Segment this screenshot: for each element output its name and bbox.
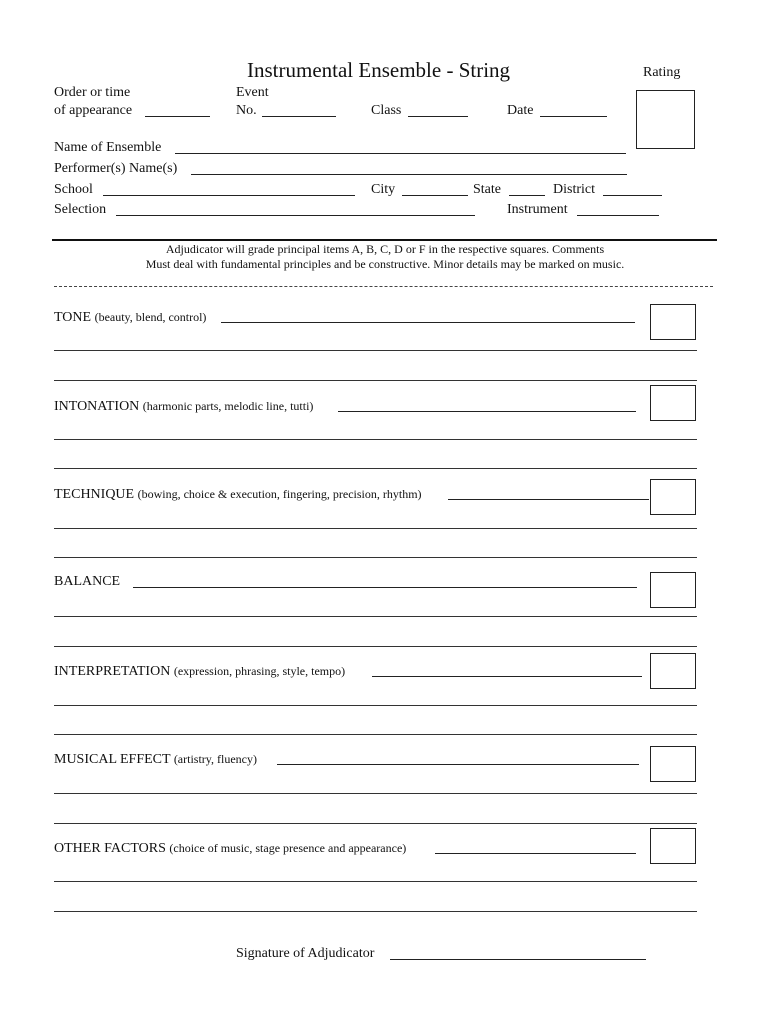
- tone-comment-field[interactable]: [221, 322, 635, 323]
- selection-label: Selection: [54, 202, 107, 217]
- rating-box[interactable]: [636, 90, 695, 149]
- state-label: State: [473, 182, 501, 197]
- criterion-intonation: [54, 398, 313, 415]
- intonation-comment-field[interactable]: [338, 411, 636, 412]
- musical-effect-comment-line: [54, 823, 697, 824]
- technique-comment-line: [54, 557, 697, 558]
- order-field[interactable]: [145, 116, 210, 117]
- ensemble-label: Name of Ensemble: [54, 140, 162, 155]
- rating-label: Rating: [643, 65, 681, 80]
- criterion-technique: [54, 486, 422, 503]
- instructions-dashed-rule: [54, 286, 713, 287]
- balance-comment-line: [54, 616, 697, 617]
- event-label-line1: Event: [236, 85, 269, 100]
- interpretation-comment-field[interactable]: [372, 676, 642, 677]
- date-field[interactable]: [540, 116, 607, 117]
- criterion-name: BALANCE: [54, 574, 121, 589]
- criterion-name: TECHNIQUE: [54, 487, 135, 502]
- city-field[interactable]: [402, 195, 468, 196]
- tone-grade-box[interactable]: [650, 304, 696, 340]
- criterion-description: (harmonic parts, melodic line, tutti): [142, 399, 314, 413]
- class-field[interactable]: [408, 116, 468, 117]
- criterion-description: (choice of music, stage presence and appearance): [169, 841, 407, 855]
- state-field[interactable]: [509, 195, 545, 196]
- class-label: Class: [371, 103, 402, 118]
- school-field[interactable]: [103, 195, 355, 196]
- header-divider: [52, 239, 717, 241]
- musical-effect-grade-box[interactable]: [650, 746, 696, 782]
- instrument-label: Instrument: [507, 202, 568, 217]
- criterion-musical-effect: [54, 751, 257, 768]
- intonation-comment-line: [54, 439, 697, 440]
- performers-field[interactable]: [191, 174, 627, 175]
- balance-comment-line: [54, 646, 697, 647]
- criterion-tone: [54, 309, 206, 326]
- order-label-line2: of appearance: [54, 103, 133, 118]
- school-label: School: [54, 182, 93, 197]
- signature-field[interactable]: [390, 959, 646, 960]
- district-label: District: [553, 182, 595, 197]
- other-factors-comment-line: [54, 881, 697, 882]
- event-number-field[interactable]: [262, 116, 336, 117]
- tone-comment-line: [54, 380, 697, 381]
- technique-grade-box[interactable]: [650, 479, 696, 515]
- performers-label: Performer(s) Name(s): [54, 161, 178, 176]
- technique-comment-line: [54, 528, 697, 529]
- balance-comment-field[interactable]: [133, 587, 637, 588]
- criterion-description: (bowing, choice & execution, fingering, precision, rhythm): [137, 487, 422, 501]
- criterion-name: INTONATION: [54, 399, 140, 414]
- criterion-description: (expression, phrasing, style, tempo): [173, 664, 346, 678]
- criterion-interpretation: [54, 663, 345, 680]
- interpretation-comment-line: [54, 705, 697, 706]
- intonation-grade-box[interactable]: [650, 385, 696, 421]
- interpretation-comment-line: [54, 734, 697, 735]
- criterion-description: (beauty, blend, control): [94, 310, 207, 324]
- criterion-name: MUSICAL EFFECT: [54, 752, 171, 767]
- other-factors-comment-line: [54, 911, 697, 912]
- tone-comment-line: [54, 350, 697, 351]
- signature-label: Signature of Adjudicator: [236, 946, 375, 961]
- instructions-line1: Adjudicator will grade principal items A, B, C, D or F in the respective squares. Comments: [165, 242, 605, 256]
- date-label: Date: [507, 103, 534, 118]
- technique-comment-field[interactable]: [448, 499, 649, 500]
- city-label: City: [371, 182, 396, 197]
- criterion-description: (artistry, fluency): [173, 752, 257, 766]
- other-factors-grade-box[interactable]: [650, 828, 696, 864]
- other-factors-comment-field[interactable]: [435, 853, 636, 854]
- form-title: Instrumental Ensemble - String: [247, 58, 511, 82]
- intonation-comment-line: [54, 468, 697, 469]
- criterion-name: INTERPRETATION: [54, 664, 171, 679]
- order-label-line1: Order or time: [54, 85, 131, 100]
- event-label-line2: No.: [236, 103, 257, 118]
- musical-effect-comment-line: [54, 793, 697, 794]
- musical-effect-comment-field[interactable]: [277, 764, 639, 765]
- criterion-name: TONE: [54, 310, 92, 325]
- instructions-line2: Must deal with fundamental principles and be constructive. Minor details may be marked on music.: [145, 257, 625, 271]
- criterion-other-factors: [54, 840, 406, 857]
- instrument-field[interactable]: [577, 215, 659, 216]
- district-field[interactable]: [603, 195, 662, 196]
- criterion-name: OTHER FACTORS: [54, 841, 166, 856]
- interpretation-grade-box[interactable]: [650, 653, 696, 689]
- selection-field[interactable]: [116, 215, 475, 216]
- balance-grade-box[interactable]: [650, 572, 696, 608]
- ensemble-field[interactable]: [175, 153, 626, 154]
- criterion-balance: [54, 574, 120, 590]
